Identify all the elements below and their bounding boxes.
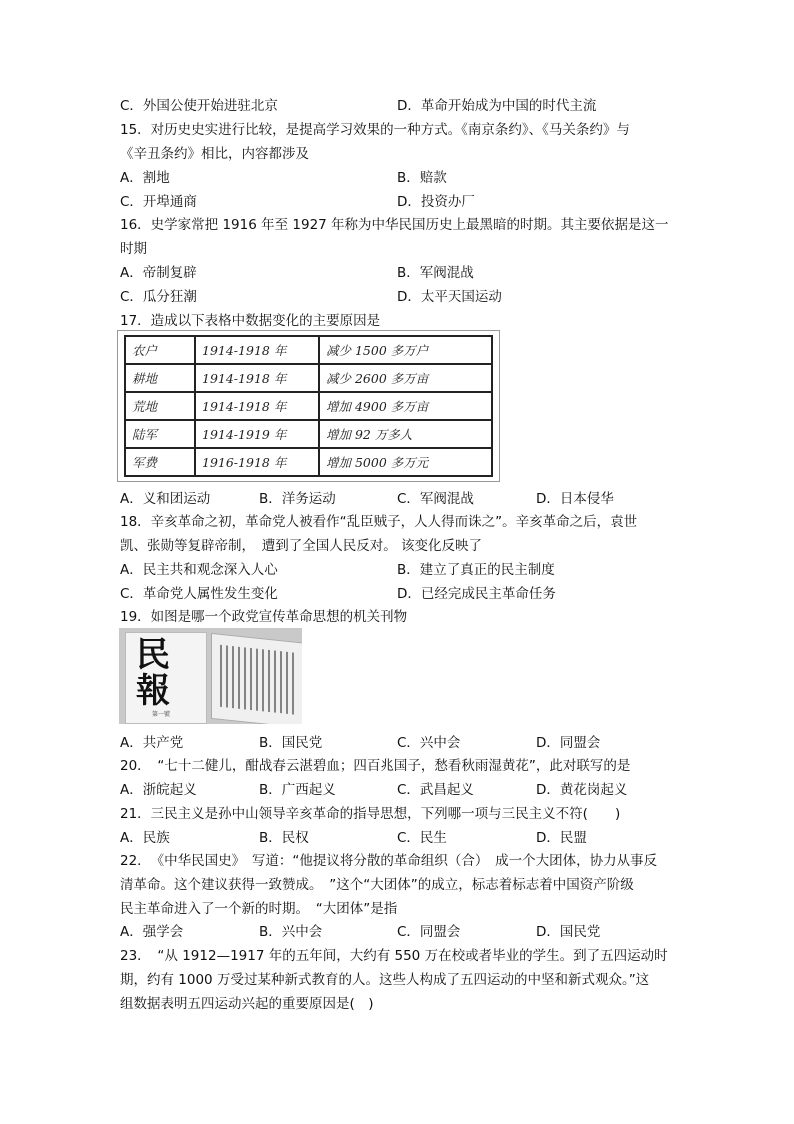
text-line-q15a: A．割地 — [120, 170, 170, 186]
text-line-q22copt: C．同盟会 — [397, 924, 461, 940]
table-cell: 陆军 — [125, 420, 195, 448]
table-cell: 减少 1500 多万户 — [319, 336, 492, 364]
text-line-q16: 16．史学家常把 1916 年至 1927 年称为中华民国历史上最黑暗的时期。其主要依据是这一 — [120, 217, 669, 233]
statistics-table — [117, 330, 500, 482]
text-line-q15: 15．对历史史实进行比较，是提高学习效果的一种方式。《南京条约》、《马关条约》与 — [120, 122, 630, 138]
journal-cover — [125, 632, 207, 724]
table-row — [125, 336, 492, 364]
text-line-q17: 17．造成以下表格中数据变化的主要原因是 — [120, 313, 381, 329]
text-line-q23b: 期，约有 1000 万受过某种新式教育的人。这些人构成了五四运动的中坚和新式观众。”这 — [120, 972, 650, 988]
text-line-q20d: D．黄花岗起义 — [536, 782, 628, 798]
text-line-q15b: 《辛丑条约》相比，内容都涉及 — [120, 146, 309, 162]
text-line-q15c: C．开埠通商 — [120, 194, 197, 210]
text-line-q23c: 组数据表明五四运动兴起的重要原因是( ) — [120, 996, 374, 1012]
text-line-q20c: C．武昌起义 — [397, 782, 474, 798]
text-line-q20: 20． “七十二健儿，酣战春云湛碧血；四百兆国子，愁看秋雨湿黄花”，此对联写的是 — [120, 758, 631, 774]
table-row — [125, 392, 492, 420]
text-line-q19d: D．同盟会 — [536, 735, 601, 751]
text-line-q19c: C．兴中会 — [397, 735, 461, 751]
text-line-q18a: A．民主共和观念深入人心 — [120, 562, 278, 578]
text-line-q22b: 清革命。这个建议获得一致赞成。 ”这个“大团体”的成立，标志着标志着中国资产阶级 — [120, 877, 634, 893]
text-line-q14c: C．外国公使开始进驻北京 — [120, 98, 278, 114]
table-row — [125, 420, 492, 448]
table-cell: 1914-1918 年 — [195, 336, 319, 364]
statistics-table-grid — [124, 335, 493, 477]
text-line-q15d: D．投资办厂 — [397, 194, 475, 210]
text-line-q16d: D．太平天国运动 — [397, 289, 502, 305]
cover-caption: 第一號 — [152, 711, 171, 718]
table-cell: 增加 5000 多万元 — [319, 448, 492, 476]
journal-open-pages — [211, 633, 302, 724]
text-line-q17d: D．日本侵华 — [536, 491, 614, 507]
table-cell: 减少 2600 多万亩 — [319, 364, 492, 392]
minbao-journal-photo — [119, 628, 302, 724]
text-line-q22bopt: B．兴中会 — [259, 924, 323, 940]
text-line-q14d: D．革命开始成为中国的时代主流 — [397, 98, 597, 114]
text-line-q16b: 时期 — [120, 241, 147, 257]
text-line-q20b: B．广西起义 — [259, 782, 336, 798]
text-line-q23: 23． “从 1912—1917 年的五年间，大约有 550 万在校或者毕业的学生。到了五四运动时 — [120, 948, 668, 964]
table-cell: 1916-1918 年 — [195, 448, 319, 476]
text-line-q16bopt: B．军阀混战 — [397, 265, 474, 281]
table-cell: 1914-1918 年 — [195, 392, 319, 420]
table-cell: 增加 4900 多万亩 — [319, 392, 492, 420]
text-line-q21d: D．民盟 — [536, 830, 587, 846]
text-line-q16a: A．帝制复辟 — [120, 265, 197, 281]
table-cell: 农户 — [125, 336, 195, 364]
cover-title-char-1: 民 — [136, 635, 170, 675]
text-line-q21b: B．民权 — [259, 830, 309, 846]
text-line-q16c: C．瓜分狂潮 — [120, 289, 197, 305]
table-cell: 荒地 — [125, 392, 195, 420]
text-line-q17a: A．义和团运动 — [120, 491, 211, 507]
text-line-q21: 21．三民主义是孙中山领导辛亥革命的指导思想，下列哪一项与三民主义不符( ) — [120, 806, 621, 822]
text-line-q20a: A．浙皖起义 — [120, 782, 197, 798]
text-line-q15bopt: B．赔款 — [397, 170, 447, 186]
table-cell: 增加 92 万多人 — [319, 420, 492, 448]
table-cell: 耕地 — [125, 364, 195, 392]
text-line-q18d: D．已经完成民主革命任务 — [397, 586, 556, 602]
text-line-q18c: C．革命党人属性发生变化 — [120, 586, 278, 602]
text-line-q18bopt: B．建立了真正的民主制度 — [397, 562, 555, 578]
text-line-q22c: 民主革命进入了一个新的时期。 “大团体”是指 — [120, 901, 398, 917]
text-line-q22d: D．国民党 — [536, 924, 601, 940]
text-line-q17c: C．军阀混战 — [397, 491, 474, 507]
table-cell: 军费 — [125, 448, 195, 476]
table-cell: 1914-1919 年 — [195, 420, 319, 448]
text-line-q21c: C．民生 — [397, 830, 447, 846]
text-line-q19a: A．共产党 — [120, 735, 184, 751]
table-row — [125, 448, 492, 476]
text-line-q19b: B．国民党 — [259, 735, 323, 751]
text-line-q19: 19．如图是哪一个政党宣传革命思想的机关刊物 — [120, 609, 408, 625]
table-row — [125, 364, 492, 392]
text-line-q18b: 凯、张勋等复辟帝制， 遭到了全国人民反对。 该变化反映了 — [120, 538, 483, 554]
text-line-q21a: A．民族 — [120, 830, 170, 846]
text-line-q17b: B．洋务运动 — [259, 491, 336, 507]
table-cell: 1914-1918 年 — [195, 364, 319, 392]
cover-title-char-2: 報 — [136, 671, 170, 711]
text-line-q18: 18．辛亥革命之初，革命党人被看作“乱臣贼子，人人得而诛之”。辛亥革命之后，袁世 — [120, 514, 638, 530]
text-line-q22: 22． 《中华民国史》 写道：“他提议将分散的革命组织（合） 成一个大团体，协力从事反 — [120, 853, 658, 869]
text-line-q22a: A．强学会 — [120, 924, 184, 940]
